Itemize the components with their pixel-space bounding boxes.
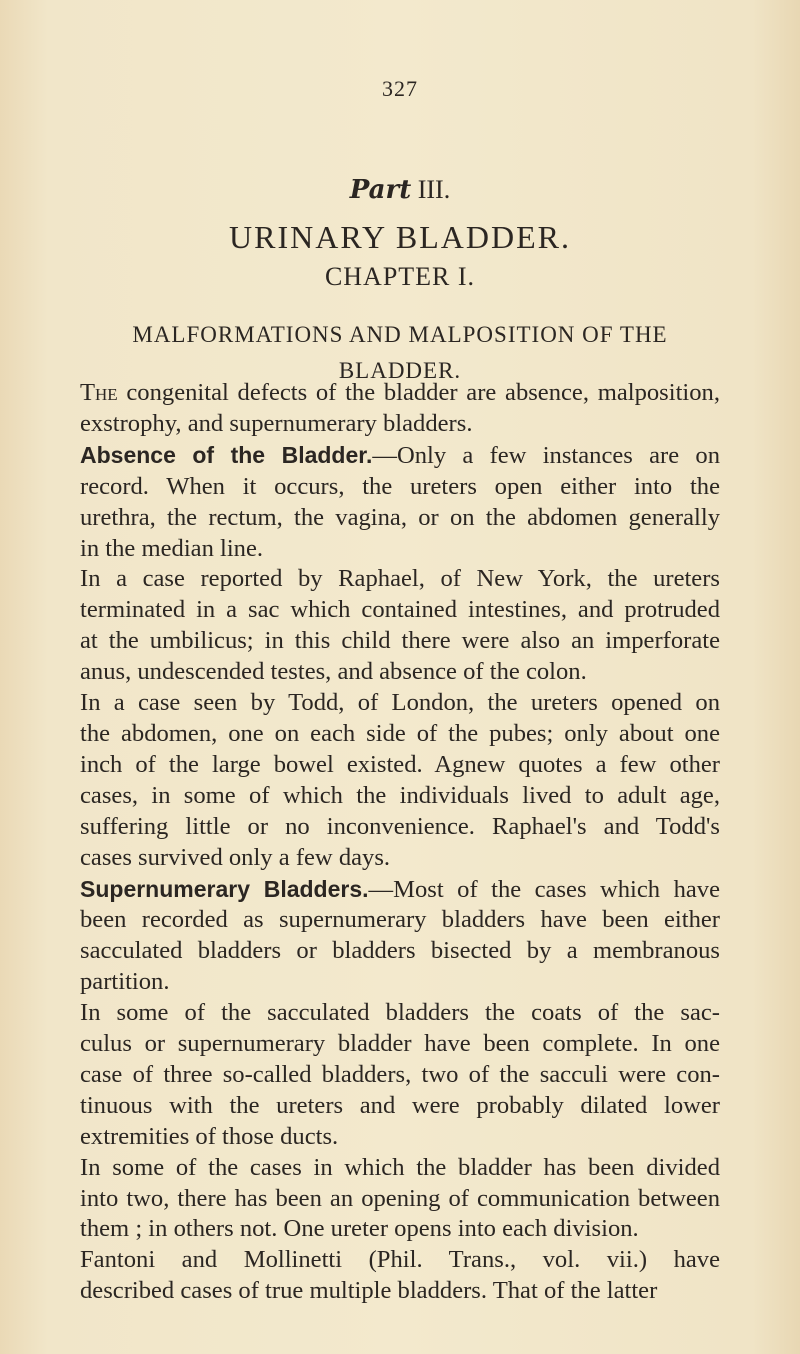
line-text: into two, there has been an opening of communication between xyxy=(80,1184,720,1212)
line-text: —Most of the cases which have xyxy=(368,875,720,903)
text-line xyxy=(80,843,720,874)
line-text: cases survived only a few days. xyxy=(80,843,391,871)
line-text: inch of the large bowel existed. Agnew quotes a few other xyxy=(80,750,720,778)
text-line xyxy=(80,781,720,812)
line-text: at the umbilicus; in this child there were also an imperforate xyxy=(80,627,720,655)
text-line xyxy=(80,657,720,688)
text-line xyxy=(80,967,720,998)
line-text: In a case reported by Raphael, of New York, the ureters xyxy=(80,565,720,593)
text-line xyxy=(80,998,720,1029)
line-text: cases, in some of which the individuals lived to adult age, xyxy=(80,781,720,809)
text-line xyxy=(80,1091,720,1122)
line-text: —Only a few instances are on xyxy=(372,441,720,469)
text-line xyxy=(80,440,720,472)
line-text: terminated in a sac which contained intestines, and protruded xyxy=(80,596,720,624)
line-text: sacculated bladders or bladders bisected by a membranous xyxy=(80,937,720,965)
text-line xyxy=(80,1060,720,1091)
paragraph xyxy=(80,564,720,688)
part-numeral: III. xyxy=(417,175,451,204)
body-text xyxy=(80,378,720,1307)
text-line xyxy=(80,1276,720,1307)
text-line xyxy=(80,1153,720,1184)
line-text: suffering little or no inconvenience. Raphael's and Todd's xyxy=(80,812,720,840)
paragraph xyxy=(80,1245,720,1307)
run-in-heading: Absence of the Bladder. xyxy=(80,441,373,468)
text-line xyxy=(80,626,720,657)
text-line xyxy=(80,1245,720,1276)
paragraph xyxy=(80,998,720,1153)
text-line xyxy=(80,564,720,595)
section-title-line: MALFORMATIONS AND MALPOSITION OF THE xyxy=(132,322,668,347)
paragraph xyxy=(80,378,720,440)
part-prefix: Part xyxy=(349,175,412,205)
text-line xyxy=(80,936,720,967)
paragraph xyxy=(80,688,720,873)
text-line xyxy=(80,409,720,440)
line-text: extremities of those ducts. xyxy=(80,1122,339,1150)
line-text: the abdomen, one on each side of the pubes; only about one xyxy=(80,719,720,747)
line-text: exstrophy, and supernumerary bladders. xyxy=(80,409,473,437)
line-text: In a case seen by Todd, of London, the ureters opened on xyxy=(80,689,720,717)
text-line xyxy=(80,1029,720,1060)
line-text: urethra, the rectum, the vagina, or on the abdomen generally xyxy=(80,503,720,531)
text-line xyxy=(80,719,720,750)
paragraph xyxy=(80,440,720,565)
text-line xyxy=(80,378,720,409)
small-caps-lead: The xyxy=(80,379,118,406)
page-number: 327 xyxy=(382,76,418,101)
line-text: tinuous with the ureters and were probably dilated lower xyxy=(80,1091,720,1119)
line-text: described cases of true multiple bladders. That of the latter xyxy=(80,1277,658,1305)
line-text: been recorded as supernumerary bladders have been either xyxy=(80,906,720,934)
line-text: case of three so-called bladders, two of the sacculi were con- xyxy=(80,1060,720,1088)
text-line xyxy=(80,874,720,906)
text-line xyxy=(80,688,720,719)
line-text: culus or supernumerary bladder have been complete. In one xyxy=(80,1030,720,1058)
line-text: In some of the sacculated bladders the coats of the sac- xyxy=(80,999,720,1027)
text-line xyxy=(80,503,720,534)
text-line xyxy=(80,595,720,626)
line-text: In some of the cases in which the bladder has been divided xyxy=(80,1153,720,1181)
part-title: URINARY BLADDER. xyxy=(229,219,571,255)
chapter-heading: CHAPTER I. xyxy=(324,262,476,291)
paragraph xyxy=(80,1153,720,1246)
text-line xyxy=(80,905,720,936)
section-title-line: BLADDER. xyxy=(338,358,462,383)
text-line xyxy=(80,1214,720,1245)
line-text: record. When it occurs, the ureters open either into the xyxy=(80,472,720,500)
text-line xyxy=(80,812,720,843)
text-line xyxy=(80,1122,720,1153)
line-text: anus, undescended testes, and absence of the colon. xyxy=(80,658,587,686)
text-line xyxy=(80,1184,720,1215)
line-text: partition. xyxy=(80,968,170,996)
line-text: congenital defects of the bladder are absence, malposition, xyxy=(117,379,720,406)
line-text: them ; in others not. One ureter opens into each division. xyxy=(80,1215,639,1243)
text-line xyxy=(80,750,720,781)
line-text: in the median line. xyxy=(80,534,264,562)
line-text: Fantoni and Mollinetti (Phil. Trans., vol. vii.) have xyxy=(80,1246,720,1274)
text-line xyxy=(80,472,720,503)
run-in-heading: Supernumerary Bladders. xyxy=(80,875,369,902)
part-heading xyxy=(0,175,800,205)
text-line xyxy=(80,534,720,565)
paragraph xyxy=(80,874,720,999)
